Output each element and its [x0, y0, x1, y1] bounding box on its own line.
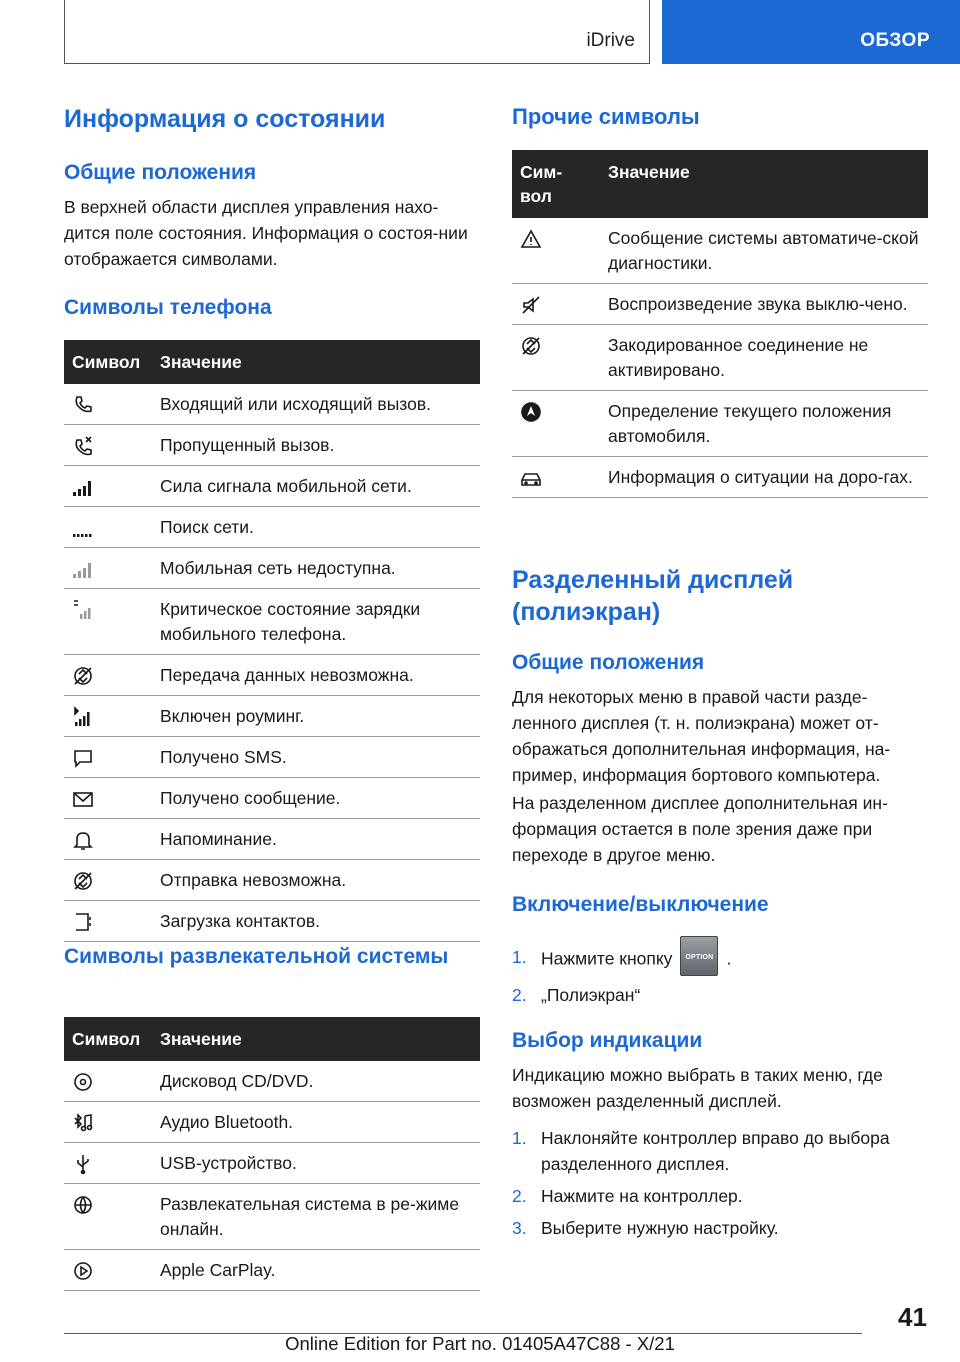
table-row: Загрузка контактов.	[64, 901, 480, 942]
list-item: 2. Нажмите на контроллер.	[512, 1186, 743, 1206]
table-row: Получено сообщение.	[64, 778, 480, 819]
encryption-off-icon	[520, 335, 542, 357]
bluetooth-audio-icon	[72, 1112, 94, 1134]
carplay-icon	[72, 1260, 94, 1282]
split-text-1: Для некоторых меню в правой части разде-ленного дисплея (т. н. полиэкрана) может от-ображаться дополнительная информация, на-пример, информация бортового компьютера.	[512, 687, 891, 785]
signal-strength-icon	[72, 476, 94, 498]
split-text-2: На разделенном дисплее дополнительная ин-формация остается в поле зрения даже при переходе в другое меню.	[512, 793, 888, 865]
on-off-steps	[512, 944, 928, 1014]
table-row: Воспроизведение звука выклю-чено.	[512, 284, 928, 325]
no-network-icon	[72, 558, 94, 580]
table-row: Apple CarPlay.	[64, 1250, 480, 1291]
phone-col-symbol: Символ	[64, 340, 152, 384]
other-col-symbol: Сим-вол	[512, 150, 600, 218]
other-col-meaning: Значение	[600, 150, 928, 218]
other-symbols-heading: Прочие символы	[512, 104, 700, 129]
table-row: Передача данных невозможна.	[64, 655, 480, 696]
table-row: Напоминание.	[64, 819, 480, 860]
warning-triangle-icon	[520, 228, 542, 250]
split-display-title: Разделенный дисплей (полиэкран)	[512, 566, 794, 626]
roaming-icon	[72, 706, 94, 728]
table-row: Аудио Bluetooth.	[64, 1102, 480, 1143]
list-item: 2. „Полиэкран“	[512, 985, 641, 1005]
other-symbols-table	[512, 150, 928, 498]
location-icon	[520, 401, 542, 423]
header-section-box	[64, 0, 650, 64]
table-row: Сила сигнала мобильной сети.	[64, 466, 480, 507]
sms-icon	[72, 747, 94, 769]
table-row: Сообщение системы автоматиче-ской диагностики.	[512, 218, 928, 284]
general-heading: Общие положения	[64, 161, 257, 184]
list-item: 1. Нажмите кнопку OPTION .	[512, 944, 928, 976]
table-row: Информация о ситуации на доро-гах.	[512, 457, 928, 498]
table-row: Включен роуминг.	[64, 696, 480, 737]
page-number: 41	[898, 1302, 927, 1332]
reminder-bell-icon	[72, 829, 94, 851]
list-item: 1. Наклоняйте контроллер вправо до выбора разделенного дисплея.	[512, 1128, 890, 1174]
usb-icon	[72, 1153, 94, 1175]
network-search-icon	[72, 517, 94, 539]
page-title: Информация о состоянии	[64, 105, 386, 133]
choose-steps	[512, 1125, 928, 1247]
table-row: Пропущенный вызов.	[64, 425, 480, 466]
battery-critical-icon	[72, 599, 94, 621]
no-data-icon	[72, 665, 94, 687]
footer-edition: Online Edition for Part no. 01405A47C88 - X/21	[285, 1333, 675, 1354]
header-tab-overview[interactable]	[662, 0, 960, 64]
table-row: USB-устройство.	[64, 1143, 480, 1184]
option-button[interactable]: OPTION	[680, 936, 718, 976]
list-item: 3. Выберите нужную настройку.	[512, 1218, 779, 1238]
entertainment-symbols-table	[64, 1017, 480, 1291]
ent-col-symbol: Символ	[64, 1017, 152, 1061]
table-row: Развлекательная система в ре-жиме онлайн.	[64, 1184, 480, 1250]
entertainment-symbols-heading: Символы развлекательной системы	[64, 945, 449, 968]
table-row: Дисковод CD/DVD.	[64, 1061, 480, 1102]
missed-call-icon	[72, 435, 94, 457]
online-entertainment-icon	[72, 1194, 94, 1216]
disc-icon	[72, 1071, 94, 1093]
contacts-download-icon	[72, 911, 94, 933]
table-row: Мобильная сеть недоступна.	[64, 548, 480, 589]
header-section-label: iDrive	[586, 30, 635, 51]
choose-text: Индикацию можно выбрать в таких меню, где возможен разделенный дисплей.	[512, 1065, 883, 1111]
table-row: Входящий или исходящий вызов.	[64, 384, 480, 425]
table-row: Критическое состояние зарядки мобильного телефона.	[64, 589, 480, 655]
table-row: Поиск сети.	[64, 507, 480, 548]
table-row: Получено SMS.	[64, 737, 480, 778]
choose-display-heading: Выбор индикации	[512, 1029, 703, 1052]
on-off-heading: Включение/выключение	[512, 893, 769, 916]
mute-icon	[520, 294, 542, 316]
phone-col-meaning: Значение	[152, 340, 480, 384]
split-general-heading: Общие положения	[512, 651, 705, 674]
header-tab-label: ОБЗОР	[860, 30, 930, 51]
table-row: Закодированное соединение не активировано.	[512, 325, 928, 391]
phone-call-icon	[72, 394, 94, 416]
phone-symbols-table	[64, 340, 480, 942]
send-failed-icon	[72, 870, 94, 892]
traffic-info-icon	[520, 467, 542, 489]
message-icon	[72, 788, 94, 810]
ent-col-meaning: Значение	[152, 1017, 480, 1061]
general-text: В верхней области дисплея управления нахо-дится поле состояния. Информация о состоя-нии отображается символами.	[64, 197, 468, 269]
phone-symbols-heading: Символы телефона	[64, 296, 272, 319]
table-row: Отправка невозможна.	[64, 860, 480, 901]
table-row: Определение текущего положения автомобиля.	[512, 391, 928, 457]
